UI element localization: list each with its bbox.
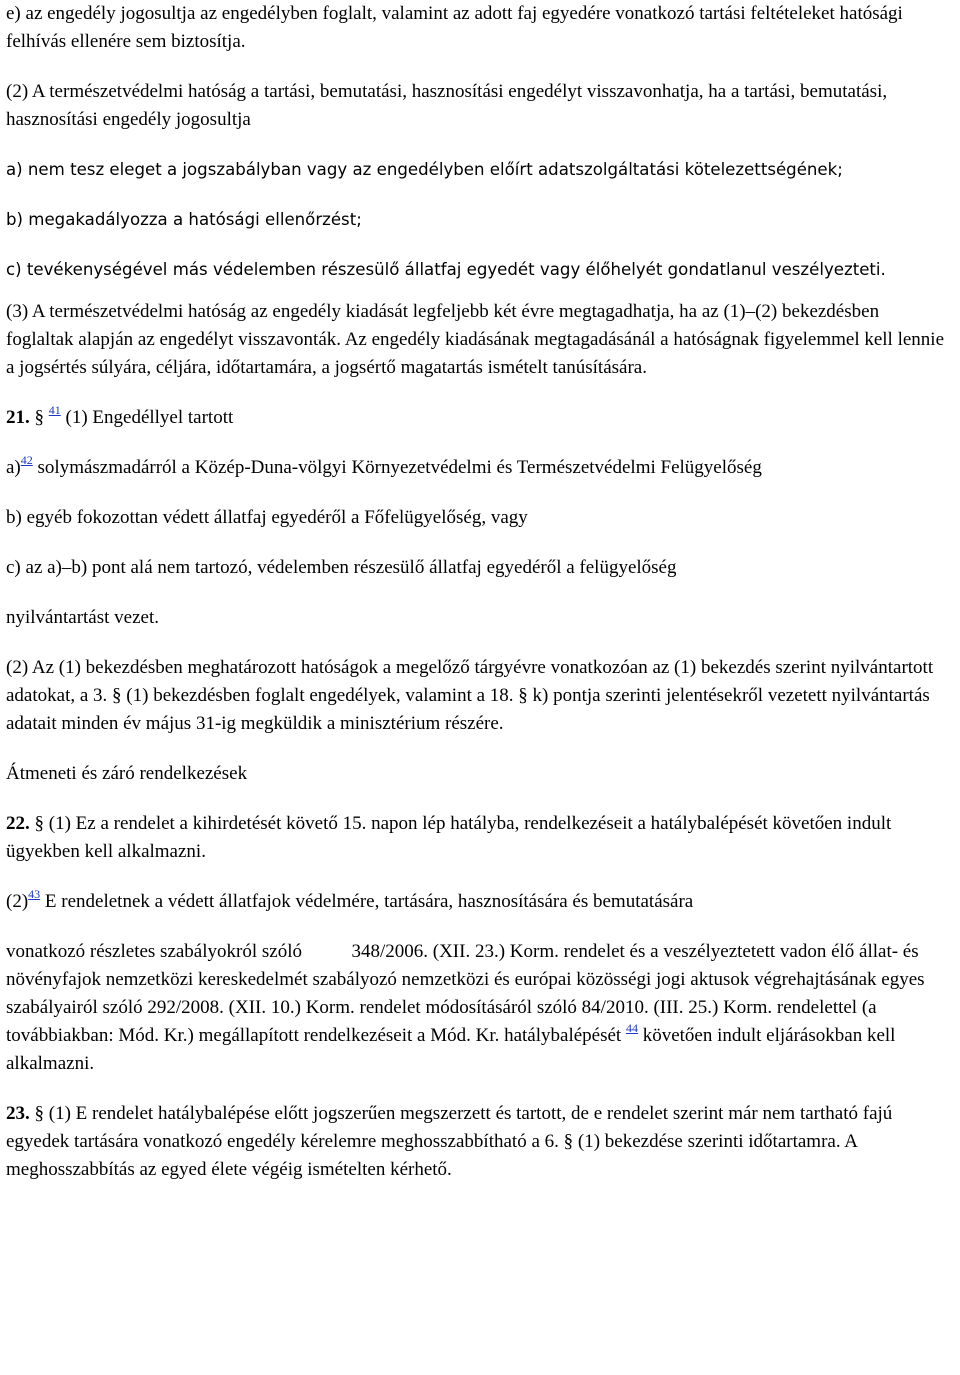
paragraph-21b: b) egyéb fokozottan védett állatfaj egyedéről a Főfelügyelőség, vagy xyxy=(6,507,528,528)
paragraph-22-2 xyxy=(6,888,946,916)
text-part: 348/2006. (XII. 23.) Korm. rendelet és a veszélyeztetett vadon élő állat- és növényfajok nemzetközi kereskedelmét szabályozó nemzetközi és európai közösségi jogi aktusok végrehajtásának egyes szabályairól szóló 292/2008. (XII. 10.) Korm. rendelet módosításáról szóló 84/2010. (III. 25.) Korm. rendelettel (a továbbiakban: Mód. Kr.) megállapított rendelkezéseit a Mód. Kr. hatálybalépését xyxy=(6,941,925,1046)
section-sign: § xyxy=(34,407,44,428)
footnote-link-42[interactable]: 42 xyxy=(20,453,33,467)
paragraph-3: (3) A természetvédelmi hatóság az engedély kiadását legfeljebb két évre megtagadhatja, ha az (1)–(2) bekezdésben foglaltak alapján az engedélyt visszavonták. Az engedély kiadásának megtagadásánál a hatóságnak figyelemmel kell lennie a jogsértés súlyára, céljára, időtartamára, a jogsértő magatartás ismételt tanúsítására. xyxy=(6,301,945,378)
paragraph-22-2-cont xyxy=(6,938,946,1078)
paragraph-21a xyxy=(6,454,946,482)
section-21-text: (1) Engedéllyel tartott xyxy=(65,407,234,428)
section-22-text: § (1) Ez a rendelet a kihirdetését követő 15. napon lép hatályba, rendelkezéseit a hatálybalépését követően indult ügyekben kell alkalmazni. xyxy=(6,813,892,862)
section-21-heading xyxy=(6,404,946,432)
footnote-link-44[interactable]: 44 xyxy=(625,1021,638,1035)
paragraph-21a-text: solymászmadárról a Közép-Duna-völgyi Környezetvédelmi és Természetvédelmi Felügyelőség xyxy=(37,457,762,478)
paragraph-2c: c) tevékenységével más védelemben részesülő állatfaj egyedét vagy élőhelyét gondatlanul veszélyezteti. xyxy=(6,260,886,279)
paragraph-2a: a) nem tesz eleget a jogszabályban vagy az engedélyben előírt adatszolgáltatási kötelezettségének; xyxy=(6,160,843,179)
section-22 xyxy=(6,810,946,866)
footnote-link-41[interactable]: 41 xyxy=(48,403,61,417)
paragraph-22-2-text: E rendeletnek a védett állatfajok védelmére, tartására, hasznosítására és bemutatására xyxy=(44,891,694,912)
section-number: 22. xyxy=(6,813,30,834)
paragraph-21-2: (2) Az (1) bekezdésben meghatározott hatóságok a megelőző tárgyévre vonatkozóan az (1) bekezdés szerint nyilvántartott adatokat, a 3. § (1) bekezdésben foglalt engedélyek, valamint a 18. § k) pontja szerinti jelentésekről vezetett nyilvántartás adatait minden év május 31-ig megküldik a minisztérium részére. xyxy=(6,657,934,734)
section-number: 23. xyxy=(6,1103,30,1124)
paragraph-1e: e) az engedély jogosultja az engedélyben foglalt, valamint az adott faj egyedére vonatkozó tartási feltételeket hatósági felhívás ellenére sem biztosítja. xyxy=(6,3,903,52)
section-heading: Átmeneti és záró rendelkezések xyxy=(6,763,248,784)
section-23 xyxy=(6,1100,946,1184)
section-23-text: § (1) E rendelet hatálybalépése előtt jogszerűen megszerzett és tartott, de e rendelet szerint már nem tartható fajú egyedek tartására vonatkozó engedély kérelemre meghosszabbítható a 6. § (1) bekezdése szerinti időtartamra. A meghosszabbítás az egyed élete végéig ismételten kérhető. xyxy=(6,1103,893,1180)
text-part: vonatkozó részletes szabályokról szóló xyxy=(6,941,302,962)
text-part: követően indult eljárásokban kell alkalmazni. xyxy=(6,1025,896,1074)
paragraph-2b: b) megakadályozza a hatósági ellenőrzést; xyxy=(6,210,362,229)
section-number: 21. xyxy=(6,407,30,428)
item-label: a) xyxy=(6,457,21,478)
paragraph-21c: c) az a)–b) pont alá nem tartozó, védelemben részesülő állatfaj egyedéről a felügyelőség xyxy=(6,557,677,578)
footnote-link-43[interactable]: 43 xyxy=(28,887,41,901)
item-label: (2) xyxy=(6,891,29,912)
paragraph-21d: nyilvántartást vezet. xyxy=(6,607,159,628)
paragraph-2: (2) A természetvédelmi hatóság a tartási, bemutatási, hasznosítási engedélyt visszavonhatja, ha a tartási, bemutatási, hasznosítási engedély jogosultja xyxy=(6,81,888,130)
